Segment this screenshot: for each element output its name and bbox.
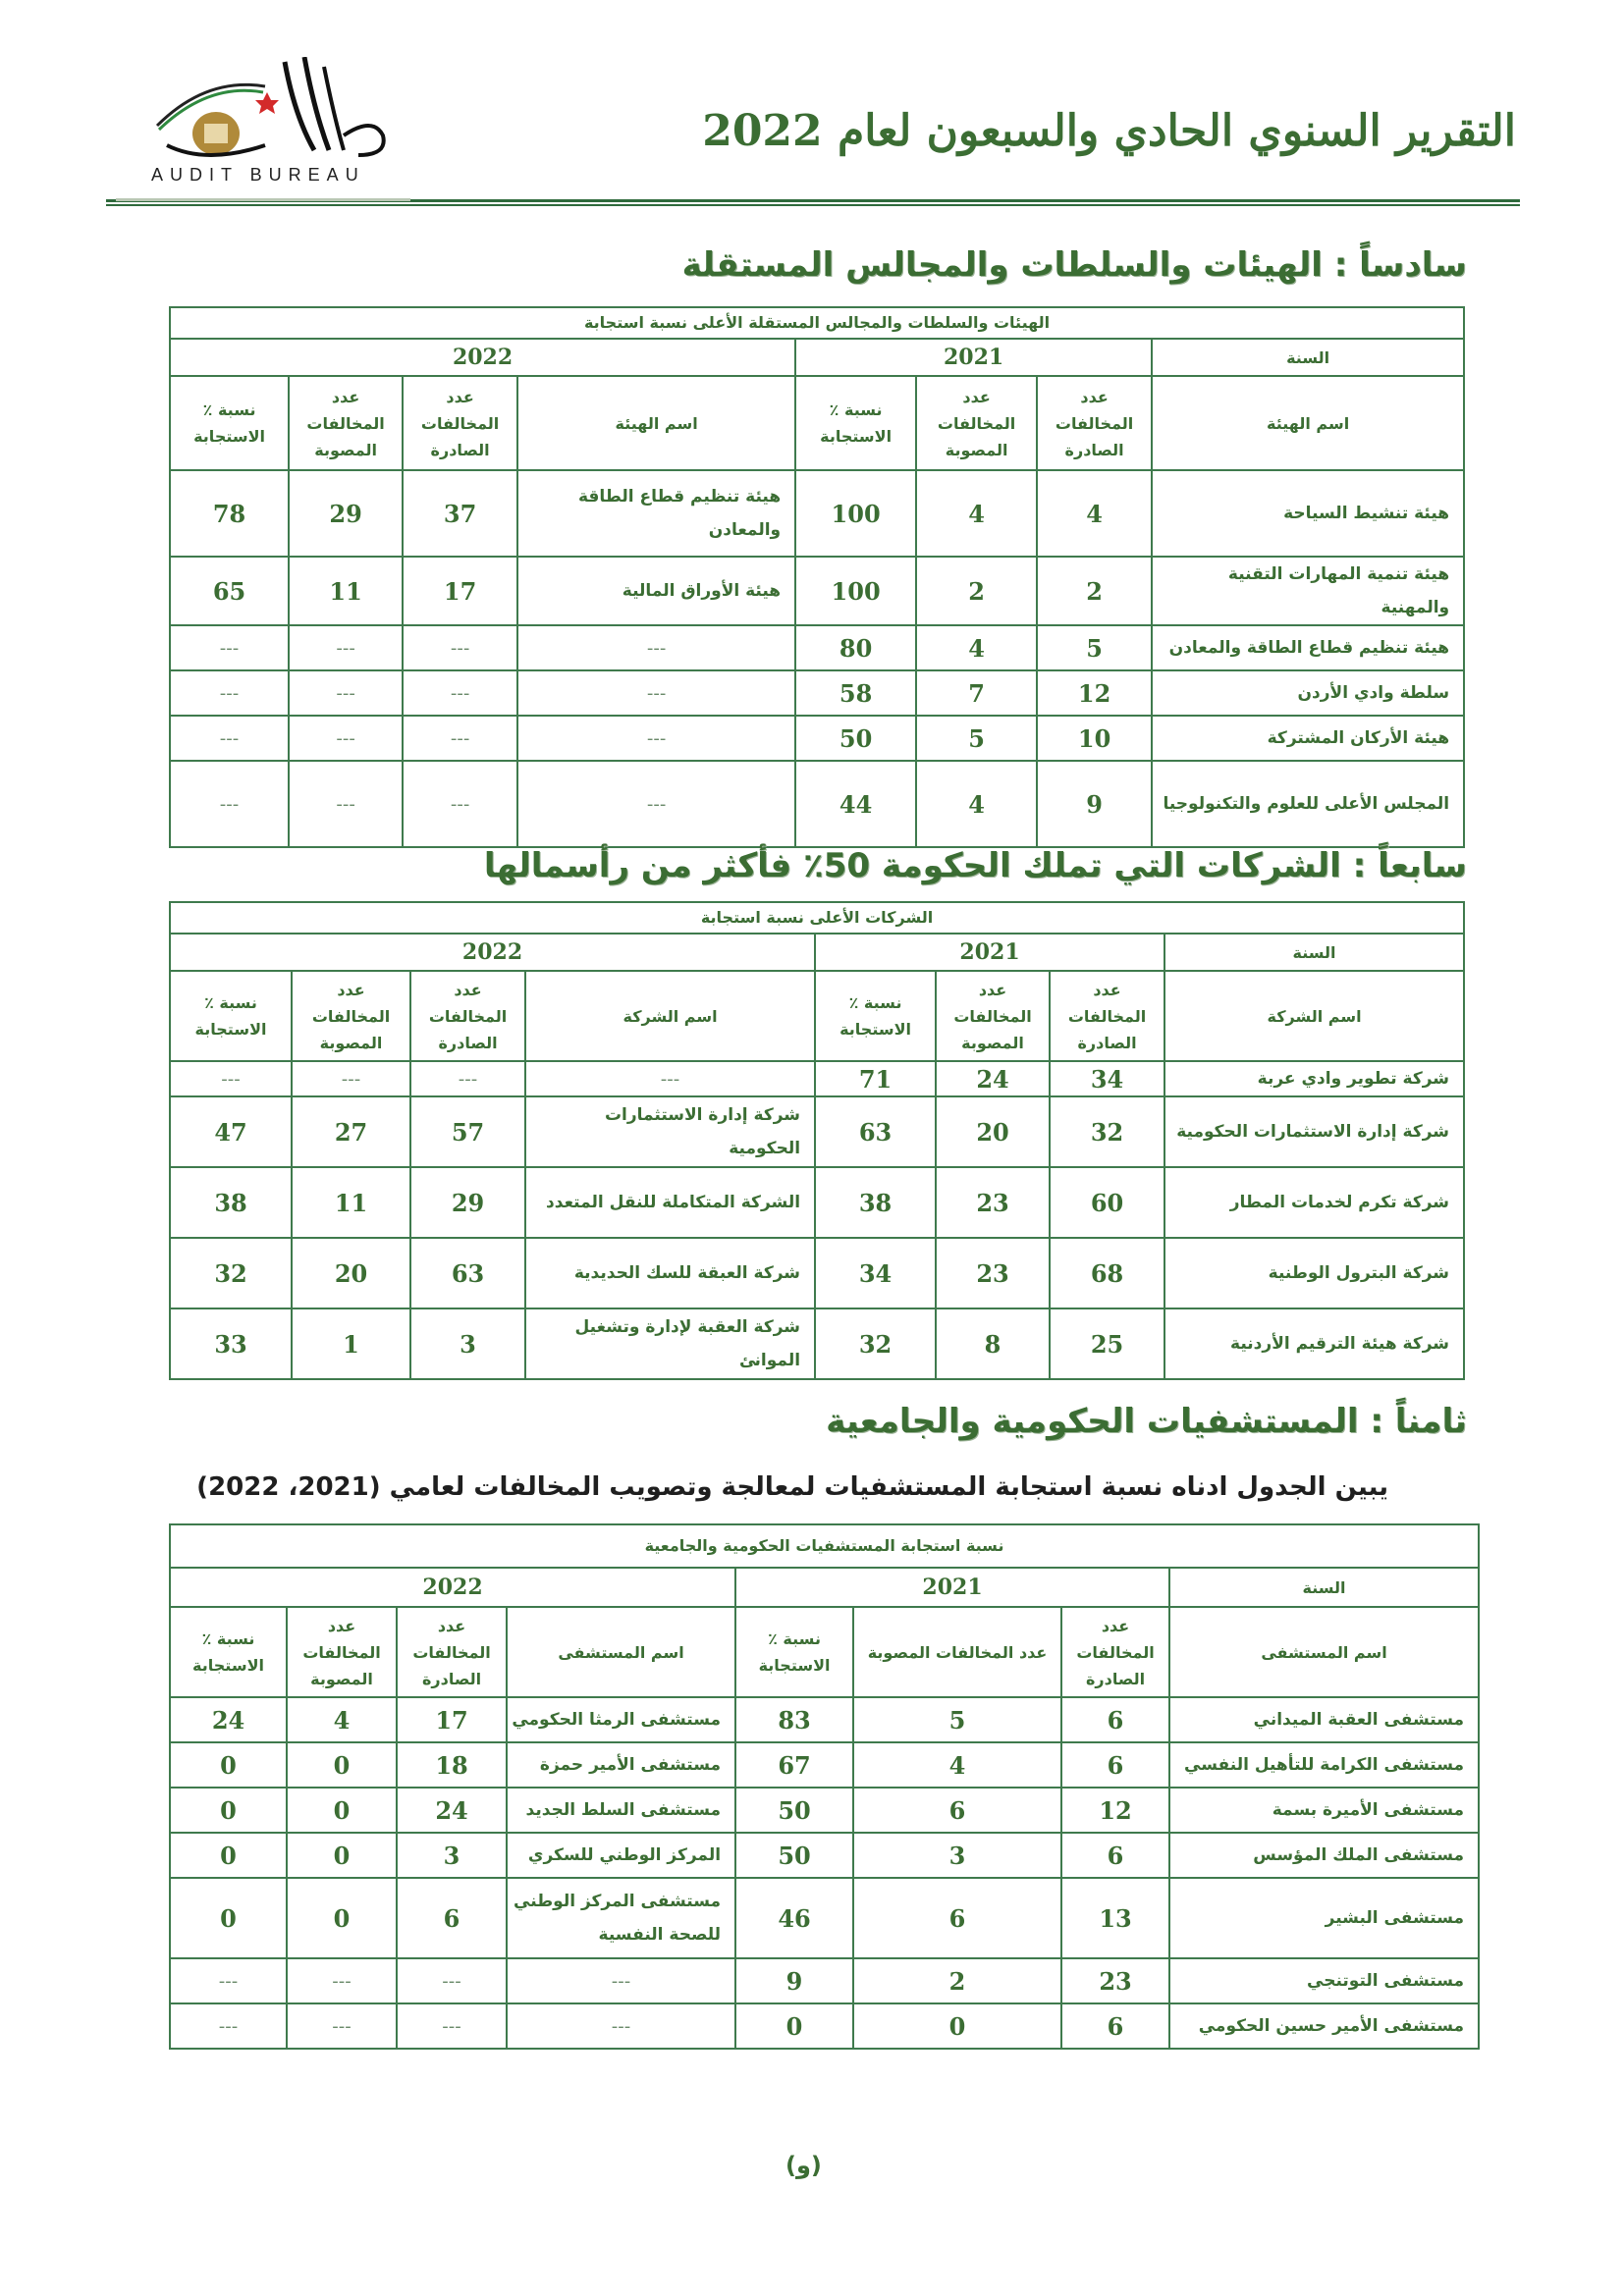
company-name-2022: الشركة المتكاملة للنقل المتعدد xyxy=(525,1167,815,1238)
rate-2022: --- xyxy=(170,1061,292,1096)
rate-2021: 67 xyxy=(735,1742,853,1788)
year-label: السنة xyxy=(1169,1568,1479,1607)
hospital-name-2022: مستشفى السلط الجديد xyxy=(507,1788,735,1833)
table-caption: نسبة استجابة المستشفيات الحكومية والجامعية xyxy=(170,1524,1479,1568)
rate-2021: 71 xyxy=(815,1061,936,1096)
issued-2022: --- xyxy=(410,1061,525,1096)
section8-intro: يبين الجدول ادناه نسبة استجابة المستشفيات لمعالجة وتصويب المخالفات لعامي (2021، 2022) xyxy=(196,1472,1388,1502)
entity-name-2021: المجلس الأعلى للعلوم والتكنولوجيا xyxy=(1152,761,1464,847)
issued-2021: 6 xyxy=(1061,1833,1169,1878)
col-name-2021: اسم المستشفى xyxy=(1169,1607,1479,1697)
issued-2021: 10 xyxy=(1037,716,1152,761)
audit-bureau-logo xyxy=(147,57,422,194)
table-row xyxy=(170,1878,1479,1958)
col-issued-2022: عدد المخالفات الصادرة xyxy=(410,971,525,1061)
issued-2022: 17 xyxy=(403,557,517,625)
table-row xyxy=(170,1697,1479,1742)
header-rule-bottom xyxy=(106,204,1520,206)
rate-2022: 47 xyxy=(170,1096,292,1167)
col-name-2021: اسم الشركة xyxy=(1164,971,1464,1061)
corrected-2022: --- xyxy=(289,761,403,847)
corrected-2021: 6 xyxy=(853,1788,1061,1833)
hospital-name-2021: مستشفى البشير xyxy=(1169,1878,1479,1958)
rate-2021: 9 xyxy=(735,1958,853,2003)
issued-2021: 32 xyxy=(1050,1096,1164,1167)
issued-2021: 9 xyxy=(1037,761,1152,847)
table-row xyxy=(170,1742,1479,1788)
company-name-2021: شركة تكرم لخدمات المطار xyxy=(1164,1167,1464,1238)
rate-2022: 78 xyxy=(170,470,289,557)
issued-2022: --- xyxy=(403,716,517,761)
entity-name-2022: --- xyxy=(517,716,795,761)
corrected-2022: 29 xyxy=(289,470,403,557)
issued-2022: --- xyxy=(403,670,517,716)
rate-2022: 0 xyxy=(170,1833,287,1878)
table-row xyxy=(170,1167,1464,1238)
company-name-2021: شركة البترول الوطنية xyxy=(1164,1238,1464,1308)
entity-name-2021: سلطة وادي الأردن xyxy=(1152,670,1464,716)
rate-2021: 38 xyxy=(815,1167,936,1238)
rate-2022: 0 xyxy=(170,1788,287,1833)
corrected-2022: --- xyxy=(289,716,403,761)
col-corrected-2022: عدد المخالفات المصوبة xyxy=(289,376,403,470)
issued-2022: --- xyxy=(403,625,517,670)
rate-2022: 65 xyxy=(170,557,289,625)
hospital-name-2022: مستشفى المركز الوطني للصحة النفسية xyxy=(507,1878,735,1958)
corrected-2022: --- xyxy=(289,670,403,716)
issued-2022: 18 xyxy=(397,1742,507,1788)
hospital-name-2021: مستشفى الأمير حسين الحكومي xyxy=(1169,2003,1479,2049)
year-label: السنة xyxy=(1152,339,1464,376)
section6-title: سادساً : الهيئات والسلطات والمجالس المستقلة xyxy=(681,245,1467,285)
company-name-2022: شركة العبقة للسك الحديدية xyxy=(525,1238,815,1308)
col-name-2022: اسم الشركة xyxy=(525,971,815,1061)
rate-2022: 0 xyxy=(170,1878,287,1958)
issued-2021: 2 xyxy=(1037,557,1152,625)
issued-2022: --- xyxy=(403,761,517,847)
corrected-2021: 8 xyxy=(936,1308,1050,1379)
rate-2021: 46 xyxy=(735,1878,853,1958)
page-number: (و) xyxy=(785,2152,822,2179)
table-row xyxy=(170,625,1464,670)
issued-2022: 6 xyxy=(397,1878,507,1958)
issued-2022: 3 xyxy=(410,1308,525,1379)
hospital-name-2022: المركز الوطني للسكري xyxy=(507,1833,735,1878)
rate-2021: 83 xyxy=(735,1697,853,1742)
entity-name-2021: هيئة تنظيم قطاع الطاقة والمعادن xyxy=(1152,625,1464,670)
year-2021-header: 2021 xyxy=(815,934,1164,971)
rate-2022: 33 xyxy=(170,1308,292,1379)
col-issued-2022: عدد المخالفات الصادرة xyxy=(397,1607,507,1697)
logo-english-text: AUDIT BUREAU xyxy=(151,165,365,185)
year-label: السنة xyxy=(1164,934,1464,971)
col-rate-2021: نسبة ٪ الاستجابة xyxy=(795,376,916,470)
hospital-name-2021: مستشفى الكرامة للتأهيل النفسي xyxy=(1169,1742,1479,1788)
hospital-name-2021: مستشفى العقبة الميداني xyxy=(1169,1697,1479,1742)
corrected-2022: 0 xyxy=(287,1878,397,1958)
section8-title: ثامناً : المستشفيات الحكومية والجامعية xyxy=(826,1402,1467,1441)
corrected-2022: 0 xyxy=(287,1742,397,1788)
col-issued-2021: عدد المخالفات الصادرة xyxy=(1061,1607,1169,1697)
rate-2022: 24 xyxy=(170,1697,287,1742)
issued-2022: 37 xyxy=(403,470,517,557)
table-row xyxy=(170,1958,1479,2003)
table-caption: الهيئات والسلطات والمجالس المستقلة الأعلى نسبة استجابة xyxy=(170,307,1464,339)
col-issued-2022: عدد المخالفات الصادرة xyxy=(403,376,517,470)
entity-name-2022: هيئة تنظيم قطاع الطاقة والمعادن xyxy=(517,470,795,557)
entity-name-2021: هيئة تنشيط السياحة xyxy=(1152,470,1464,557)
hospital-name-2022: --- xyxy=(507,1958,735,2003)
corrected-2022: --- xyxy=(292,1061,410,1096)
rate-2021: 100 xyxy=(795,557,916,625)
col-rate-2022: نسبة ٪ الاستجابة xyxy=(170,376,289,470)
corrected-2022: 11 xyxy=(292,1167,410,1238)
hospital-name-2021: مستشفى التوتنجي xyxy=(1169,1958,1479,2003)
corrected-2022: 0 xyxy=(287,1788,397,1833)
rate-2021: 0 xyxy=(735,2003,853,2049)
rate-2021: 44 xyxy=(795,761,916,847)
col-corrected-2021: عدد المخالفات المصوبة xyxy=(916,376,1037,470)
rate-2021: 32 xyxy=(815,1308,936,1379)
col-rate-2022: نسبة ٪ الاستجابة xyxy=(170,1607,287,1697)
year-2021-header: 2021 xyxy=(735,1568,1169,1607)
table-row xyxy=(170,670,1464,716)
company-name-2022: شركة إدارة الاستثمارات الحكومية xyxy=(525,1096,815,1167)
hospital-name-2022: مستشفى الأمير حمزة xyxy=(507,1742,735,1788)
table-row xyxy=(170,470,1464,557)
issued-2022: 24 xyxy=(397,1788,507,1833)
corrected-2021: 5 xyxy=(853,1697,1061,1742)
corrected-2021: 0 xyxy=(853,2003,1061,2049)
corrected-2021: 2 xyxy=(853,1958,1061,2003)
rate-2022: --- xyxy=(170,670,289,716)
corrected-2022: --- xyxy=(287,1958,397,2003)
table-row xyxy=(170,557,1464,625)
rate-2022: --- xyxy=(170,716,289,761)
issued-2022: --- xyxy=(397,1958,507,2003)
corrected-2021: 5 xyxy=(916,716,1037,761)
issued-2021: 13 xyxy=(1061,1878,1169,1958)
table-row xyxy=(170,716,1464,761)
corrected-2021: 6 xyxy=(853,1878,1061,1958)
issued-2021: 6 xyxy=(1061,2003,1169,2049)
rate-2022: --- xyxy=(170,1958,287,2003)
corrected-2021: 20 xyxy=(936,1096,1050,1167)
col-rate-2021: نسبة ٪ الاستجابة xyxy=(735,1607,853,1697)
section7-table xyxy=(169,901,1465,1380)
col-rate-2022: نسبة ٪ الاستجابة xyxy=(170,971,292,1061)
entity-name-2022: --- xyxy=(517,761,795,847)
issued-2021: 23 xyxy=(1061,1958,1169,2003)
issued-2022: --- xyxy=(397,2003,507,2049)
corrected-2022: 4 xyxy=(287,1697,397,1742)
corrected-2022: 0 xyxy=(287,1833,397,1878)
rate-2021: 80 xyxy=(795,625,916,670)
year-2022-header: 2022 xyxy=(170,339,795,376)
corrected-2022: 27 xyxy=(292,1096,410,1167)
header-rule-accent xyxy=(116,198,410,201)
entity-name-2021: هيئة تنمية المهارات التقنية والمهنية xyxy=(1152,557,1464,625)
table-row xyxy=(170,761,1464,847)
corrected-2022: 11 xyxy=(289,557,403,625)
issued-2021: 5 xyxy=(1037,625,1152,670)
corrected-2021: 23 xyxy=(936,1238,1050,1308)
issued-2021: 68 xyxy=(1050,1238,1164,1308)
issued-2021: 12 xyxy=(1061,1788,1169,1833)
issued-2022: 57 xyxy=(410,1096,525,1167)
col-rate-2021: نسبة ٪ الاستجابة xyxy=(815,971,936,1061)
issued-2022: 3 xyxy=(397,1833,507,1878)
table-row xyxy=(170,1061,1464,1096)
corrected-2021: 2 xyxy=(916,557,1037,625)
col-corrected-2021: عدد المخالفات المصوبة xyxy=(936,971,1050,1061)
table-row xyxy=(170,1096,1464,1167)
corrected-2021: 4 xyxy=(916,761,1037,847)
entity-name-2021: هيئة الأركان المشتركة xyxy=(1152,716,1464,761)
table-row xyxy=(170,1238,1464,1308)
table-row xyxy=(170,1833,1479,1878)
corrected-2021: 4 xyxy=(916,625,1037,670)
rate-2022: --- xyxy=(170,2003,287,2049)
hospital-name-2021: مستشفى الملك المؤسس xyxy=(1169,1833,1479,1878)
company-name-2021: شركة إدارة الاستثمارات الحكومية xyxy=(1164,1096,1464,1167)
col-name-2022: اسم الهيئة xyxy=(517,376,795,470)
corrected-2022: 20 xyxy=(292,1238,410,1308)
col-issued-2021: عدد المخالفات الصادرة xyxy=(1037,376,1152,470)
rate-2022: 38 xyxy=(170,1167,292,1238)
entity-name-2022: --- xyxy=(517,670,795,716)
issued-2021: 6 xyxy=(1061,1742,1169,1788)
table-row xyxy=(170,2003,1479,2049)
company-name-2022: شركة العقبة لإدارة وتشغيل الموانئ xyxy=(525,1308,815,1379)
year-2021-header: 2021 xyxy=(795,339,1152,376)
logo-emblem-icon xyxy=(147,57,422,165)
hospital-name-2022: --- xyxy=(507,2003,735,2049)
table-caption: الشركات الأعلى نسبة استجابة xyxy=(170,902,1464,934)
corrected-2022: 1 xyxy=(292,1308,410,1379)
report-title: التقرير السنوي الحادي والسبعون لعام 2022 xyxy=(702,106,1516,156)
section7-title: سابعاً : الشركات التي تملك الحكومة 50٪ فأكثر من رأسمالها xyxy=(483,846,1467,885)
corrected-2022: --- xyxy=(287,2003,397,2049)
issued-2022: 17 xyxy=(397,1697,507,1742)
corrected-2021: 4 xyxy=(916,470,1037,557)
col-issued-2021: عدد المخالفات الصادرة xyxy=(1050,971,1164,1061)
section8-table xyxy=(169,1523,1480,2050)
entity-name-2022: --- xyxy=(517,625,795,670)
corrected-2021: 3 xyxy=(853,1833,1061,1878)
hospital-name-2022: مستشفى الرمثا الحكومي xyxy=(507,1697,735,1742)
rate-2021: 63 xyxy=(815,1096,936,1167)
rate-2021: 100 xyxy=(795,470,916,557)
section6-table xyxy=(169,306,1465,848)
year-2022-header: 2022 xyxy=(170,934,815,971)
issued-2021: 4 xyxy=(1037,470,1152,557)
rate-2022: 32 xyxy=(170,1238,292,1308)
rate-2021: 34 xyxy=(815,1238,936,1308)
company-name-2022: --- xyxy=(525,1061,815,1096)
corrected-2021: 4 xyxy=(853,1742,1061,1788)
corrected-2022: --- xyxy=(289,625,403,670)
col-corrected-2021: عدد المخالفات المصوبة xyxy=(853,1607,1061,1697)
corrected-2021: 7 xyxy=(916,670,1037,716)
company-name-2021: شركة تطوير وادي عربة xyxy=(1164,1061,1464,1096)
col-corrected-2022: عدد المخالفات المصوبة xyxy=(292,971,410,1061)
corrected-2021: 24 xyxy=(936,1061,1050,1096)
issued-2021: 12 xyxy=(1037,670,1152,716)
rate-2022: --- xyxy=(170,761,289,847)
rate-2021: 50 xyxy=(795,716,916,761)
hospital-name-2021: مستشفى الأميرة بسمة xyxy=(1169,1788,1479,1833)
rate-2021: 58 xyxy=(795,670,916,716)
issued-2021: 6 xyxy=(1061,1697,1169,1742)
company-name-2021: شركة هيئة الترقيم الأردنية xyxy=(1164,1308,1464,1379)
issued-2022: 63 xyxy=(410,1238,525,1308)
col-name-2022: اسم المستشفى xyxy=(507,1607,735,1697)
issued-2022: 29 xyxy=(410,1167,525,1238)
year-2022-header: 2022 xyxy=(170,1568,735,1607)
issued-2021: 25 xyxy=(1050,1308,1164,1379)
entity-name-2022: هيئة الأوراق المالية xyxy=(517,557,795,625)
rate-2022: 0 xyxy=(170,1742,287,1788)
rate-2021: 50 xyxy=(735,1833,853,1878)
col-corrected-2022: عدد المخالفات المصوبة xyxy=(287,1607,397,1697)
col-name-2021: اسم الهيئة xyxy=(1152,376,1464,470)
issued-2021: 34 xyxy=(1050,1061,1164,1096)
issued-2021: 60 xyxy=(1050,1167,1164,1238)
table-row xyxy=(170,1308,1464,1379)
corrected-2021: 23 xyxy=(936,1167,1050,1238)
rate-2022: --- xyxy=(170,625,289,670)
table-row xyxy=(170,1788,1479,1833)
rate-2021: 50 xyxy=(735,1788,853,1833)
